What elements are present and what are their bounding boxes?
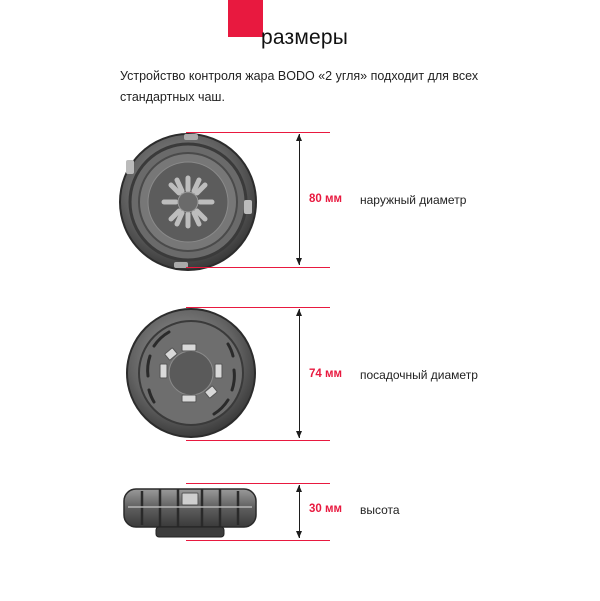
arrow-up-icon — [296, 485, 302, 492]
dimension-arrow-2 — [299, 309, 300, 438]
arrow-down-icon — [296, 431, 302, 438]
arrow-up-icon — [296, 134, 302, 141]
guide-line-bottom-3 — [186, 540, 330, 541]
product-top-view — [116, 130, 260, 274]
page-title: размеры — [261, 26, 349, 49]
dimension-value-height: 30 мм — [309, 503, 343, 515]
arrow-down-icon — [296, 531, 302, 538]
dimension-label-outer: наружный диаметр — [360, 193, 467, 207]
intro-text: Устройство контроля жара BODO «2 угля» подходит для всех стандартных чаш. — [120, 69, 479, 104]
arrow-down-icon — [296, 258, 302, 265]
dimension-arrow-1 — [299, 134, 300, 265]
guide-line-bottom-2 — [186, 440, 330, 441]
product-side-view — [120, 483, 260, 541]
accent-block — [228, 0, 263, 37]
guide-line-bottom-1 — [186, 267, 330, 268]
dimension-value-seat: 74 мм — [309, 368, 343, 380]
dimension-value-outer: 80 мм — [309, 193, 343, 205]
arrow-up-icon — [296, 309, 302, 316]
product-bottom-view — [124, 306, 258, 440]
guide-line-top-1 — [186, 132, 330, 133]
guide-line-top-3 — [186, 483, 330, 484]
guide-line-top-2 — [186, 307, 330, 308]
dimension-label-height: высота — [360, 503, 400, 517]
dimension-label-seat: посадочный диаметр — [360, 368, 478, 382]
